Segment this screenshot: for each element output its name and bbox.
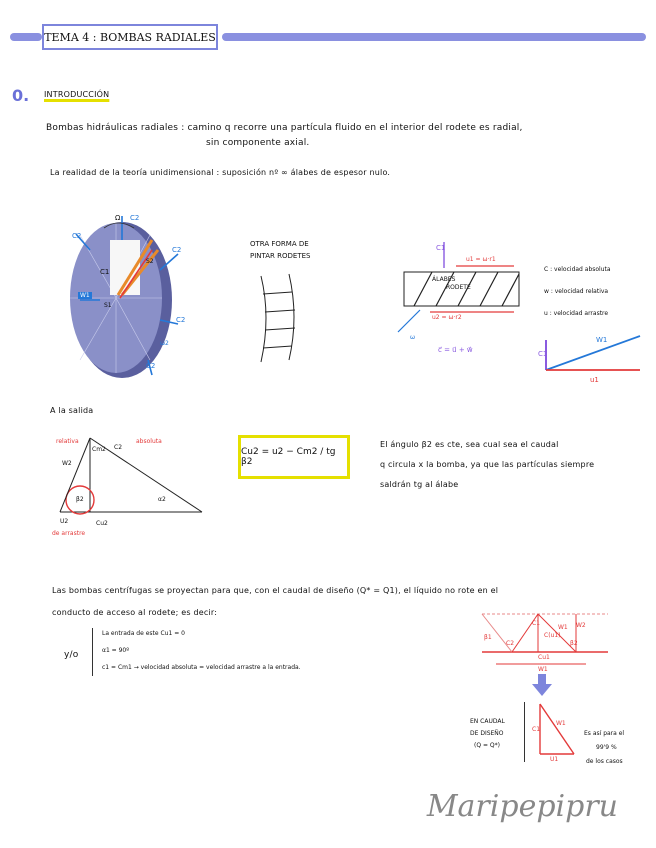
fig1-label-c2-a: C2 — [72, 232, 82, 240]
blades-figure — [384, 236, 534, 346]
fig6-label-u1: U1 — [550, 756, 559, 763]
legend-u: u : velocidad arrastre — [544, 310, 609, 317]
label-absoluta: absoluta — [136, 438, 162, 445]
beta-text-line-1: El ángulo β2 es cte, sea cual sea el caudal — [380, 440, 559, 449]
label-c2: C2 — [114, 444, 123, 451]
header-bar-left — [10, 33, 42, 41]
beta-text-line-3: saldrán tg al álabe — [380, 480, 459, 489]
fig2-caption-line-1: OTRA FORMA DE — [250, 240, 309, 248]
fig4-label-u1: u1 — [590, 376, 599, 384]
fig6-label-c1: C1 — [532, 726, 541, 733]
fig3-label-rodete: RODETE — [446, 284, 471, 291]
fig3-label-c1: C1 — [436, 244, 446, 252]
items-brace — [92, 628, 93, 676]
fig6-caption-line-1: EN CAUDAL — [470, 718, 505, 725]
header-bar-right — [222, 33, 646, 41]
fig1-label-c2-e: C2 — [146, 362, 156, 370]
fig5-label-beta2: β2 — [570, 640, 578, 647]
label-alpha2: α2 — [158, 496, 166, 503]
fig6-caption-line-2: DE DISEÑO — [470, 730, 504, 737]
fig6-label-w1: W1 — [556, 720, 566, 727]
fig4-label-w1: W1 — [596, 336, 608, 344]
blade-sketch — [255, 272, 305, 367]
fig1-label-c1: C1 — [100, 268, 110, 276]
section-bullet: 0. — [12, 86, 30, 105]
fig3-label-u1: u1 = ω·r1 — [466, 256, 496, 263]
legend-w: w : velocidad relativa — [544, 288, 609, 295]
label-w2: W2 — [62, 460, 72, 467]
yo-label: y/o — [64, 650, 79, 660]
fig5-label-cu1: Cu1 — [538, 654, 550, 661]
down-arrow — [532, 674, 552, 696]
velocity-triangle-inlet — [536, 330, 646, 380]
fig5-label-c1: C1 — [532, 620, 541, 627]
label-cm2: Cm2 — [92, 446, 106, 453]
definition-line-2: sin componente axial. — [206, 138, 310, 148]
fig6-caption-line-3: (Q = Q*) — [474, 742, 500, 749]
fig5-label-beta1: β1 — [484, 634, 492, 641]
theory-line: La realidad de la teoría unidimensional : suposición nº ∞ álabes de espesor nulo. — [50, 168, 391, 177]
salida-heading: A la salida — [50, 406, 94, 415]
fig6-note-line-2: 99'9 % — [596, 744, 617, 751]
fig6-note-line-1: Es así para el — [584, 730, 625, 737]
fig3-label-alabes: ÁLABES — [432, 276, 456, 283]
fig3-label-u2: u2 = ω·r2 — [432, 314, 462, 321]
fig5-label-w1: W1 — [558, 624, 568, 631]
fig1-label-omega2: ω2 — [160, 340, 169, 347]
fig3-equation: c⃗ = u⃗ + w⃗ — [438, 346, 473, 354]
fig5-label-c2: C2 — [506, 640, 515, 647]
fig2-caption-line-2: PINTAR RODETES — [250, 252, 311, 260]
fig1-label-c2-c: C2 — [172, 246, 182, 254]
cu2-formula: Cu2 = u2 − Cm2 / tg β2 — [241, 447, 336, 467]
fig1-label-c2-b: C2 — [130, 214, 140, 222]
cu2-formula-box — [238, 435, 350, 479]
section-heading: INTRODUCCIÓN — [44, 90, 110, 99]
legend-c: C : velocidad absoluta — [544, 266, 611, 273]
beta-text-line-2: q circula x la bomba, ya que las partículas siempre — [380, 460, 595, 469]
label-u2: U2 — [60, 518, 69, 525]
design-line-2: conducto de acceso al rodete; es decir: — [52, 608, 218, 617]
signature: Maripepipru — [426, 789, 618, 824]
design-item-1: La entrada de este Cu1 = 0 — [102, 630, 185, 637]
label-de-arrastre: de arrastre — [52, 530, 86, 537]
fig4-label-c1: C1 — [538, 350, 548, 358]
fig1-label-c2-d: C2 — [176, 316, 186, 324]
design-item-2: α1 = 90º — [102, 647, 130, 654]
fig6-brace — [524, 702, 525, 762]
fig3-label-w: ω — [410, 334, 416, 341]
fig5-label-cu1-mid: C(u1) — [544, 632, 561, 639]
fig1-label-w1: W1 — [80, 292, 90, 299]
label-beta2: β2 — [76, 496, 84, 503]
fig5-label-w2: W2 — [576, 622, 586, 629]
fig5-label-w1-bottom: W1 — [538, 666, 548, 673]
fig6-note-line-3: de los casos — [586, 758, 623, 765]
label-relativa: relativa — [56, 438, 79, 445]
fig1-label-s2: S2 — [146, 258, 154, 265]
fig1-label-s1: S1 — [104, 302, 112, 309]
design-line-1: Las bombas centrífugas se proyectan para que, con el caudal de diseño (Q* = Q1), el líquido no rote en el — [52, 586, 499, 595]
definition-line-1: Bombas hidráulicas radiales : camino q recorre una partícula fluido en el interior del rodete es radial, — [46, 123, 523, 133]
outlet-triangle — [52, 430, 212, 530]
label-cu2: Cu2 — [96, 520, 108, 527]
page-title: TEMA 4 : BOMBAS RADIALES — [42, 24, 218, 50]
design-item-3: c1 = Cm1 → velocidad absoluta = velocidad arrastre a la entrada. — [102, 664, 301, 671]
fig1-label-omega: Ω — [115, 214, 121, 222]
